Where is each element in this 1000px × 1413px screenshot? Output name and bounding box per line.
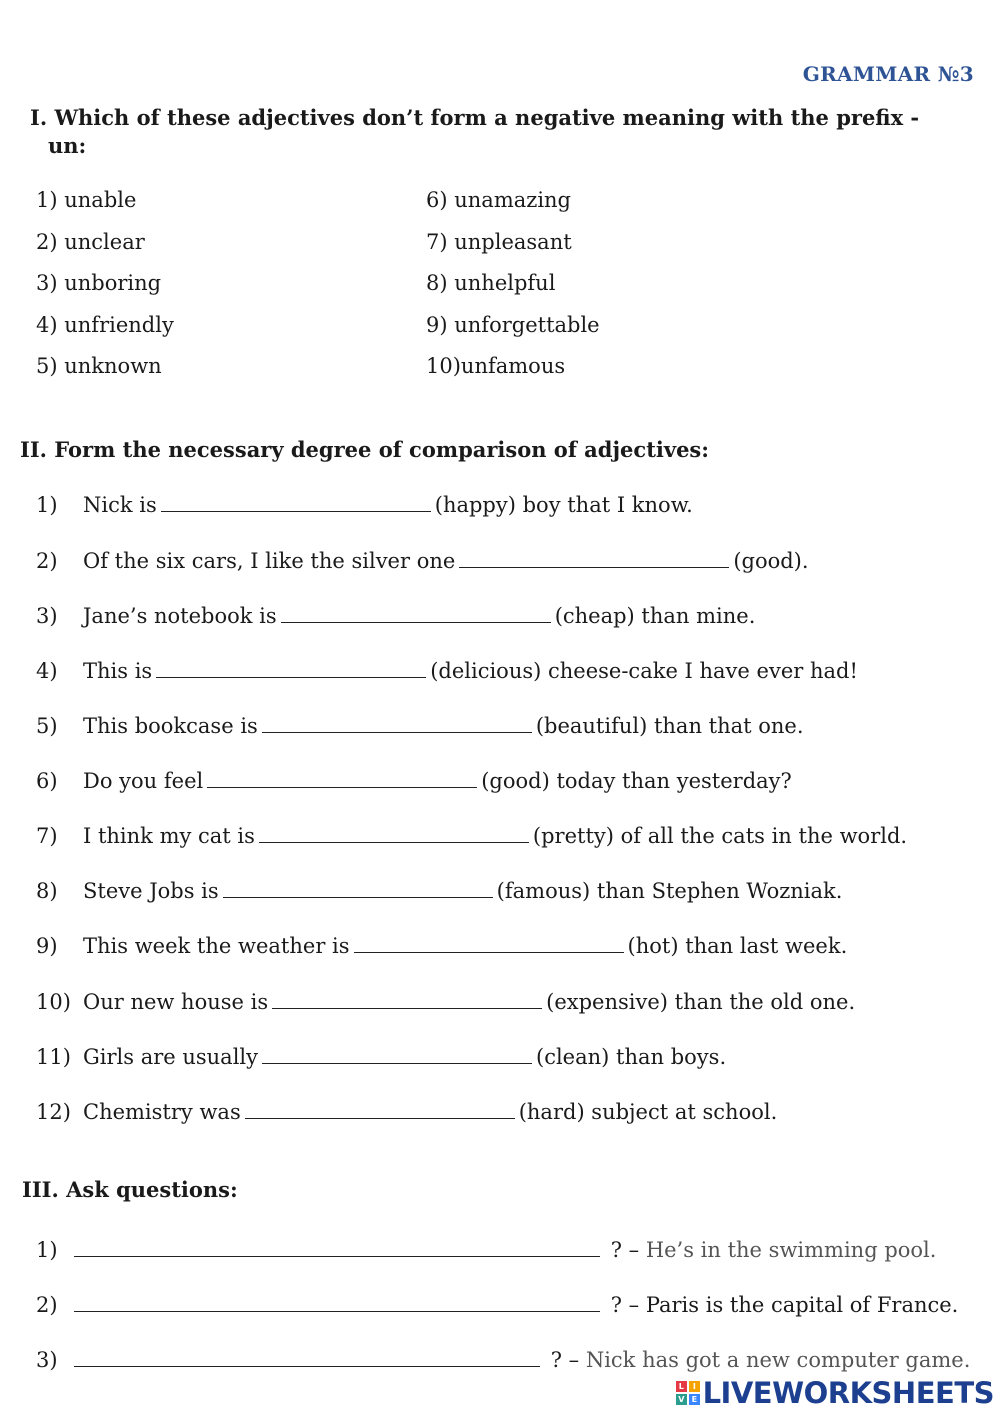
option-word: unfriendly [64, 313, 174, 337]
item-text-before: Steve Jobs is [83, 879, 219, 903]
item-text-after: (famous) than Stephen Wozniak. [496, 879, 843, 903]
question-mark: ? – [610, 1238, 640, 1262]
liveworksheets-logo [676, 1376, 994, 1410]
item-number: 8) [36, 879, 58, 903]
option-5 [36, 354, 162, 378]
question-blank[interactable] [74, 1346, 540, 1367]
item-number: 10) [36, 990, 71, 1014]
item-text-after: (good) today than yesterday? [481, 769, 792, 793]
option-number: 1) [36, 188, 58, 212]
answer-blank[interactable] [156, 657, 426, 678]
comparison-item-9 [36, 932, 847, 958]
item-text-before: This bookcase is [83, 714, 258, 738]
option-8 [426, 271, 555, 295]
comparison-item-12 [36, 1098, 777, 1124]
item-number: 4) [36, 659, 58, 683]
answer-blank[interactable] [459, 547, 729, 568]
section-2-heading: II. Form the necessary degree of comparison of adjectives: [20, 437, 710, 462]
item-number: 3) [36, 1348, 58, 1372]
option-3 [36, 271, 161, 295]
option-number: 9) [426, 313, 448, 337]
comparison-item-11 [36, 1043, 726, 1069]
answer-blank[interactable] [161, 491, 431, 512]
item-number: 3) [36, 604, 58, 628]
answer-blank[interactable] [272, 988, 542, 1009]
comparison-item-4 [36, 657, 858, 683]
item-text-before: Nick is [83, 493, 157, 517]
item-number: 5) [36, 714, 58, 738]
logo-mark-letter: V [676, 1394, 687, 1405]
item-text-before: This is [83, 659, 153, 683]
answer-blank[interactable] [259, 822, 529, 843]
comparison-item-1 [36, 491, 693, 517]
section-1-heading-line1: I. Which of these adjectives don’t form a negative meaning with the prefix - [30, 105, 920, 130]
item-text-after: (cheap) than mine. [554, 604, 756, 628]
option-word: unpleasant [454, 230, 572, 254]
option-7 [426, 230, 572, 254]
item-text-after: (beautiful) than that one. [535, 714, 804, 738]
item-text-before: I think my cat is [83, 824, 255, 848]
option-word: unclear [64, 230, 145, 254]
item-text-after: (hard) subject at school. [518, 1100, 778, 1124]
comparison-item-5 [36, 712, 804, 738]
answer-blank[interactable] [262, 712, 532, 733]
logo-text: LIVEWORKSHEETS [702, 1376, 994, 1410]
given-answer: Paris is the capital of France. [645, 1293, 959, 1317]
item-number: 7) [36, 824, 58, 848]
comparison-item-6 [36, 767, 792, 793]
item-text-after: (delicious) cheese-cake I have ever had! [430, 659, 858, 683]
item-number: 1) [36, 493, 58, 517]
option-1 [36, 188, 136, 212]
question-mark: ? – [550, 1348, 580, 1372]
section-1-heading [30, 104, 970, 160]
item-number: 11) [36, 1045, 71, 1069]
item-text-after: (happy) boy that I know. [434, 493, 693, 517]
item-number: 6) [36, 769, 58, 793]
item-text-before: Of the six cars, I like the silver one [83, 549, 456, 573]
given-answer: He’s in the swimming pool. [645, 1238, 937, 1262]
answer-blank[interactable] [262, 1043, 532, 1064]
option-number: 10) [426, 354, 461, 378]
option-number: 8) [426, 271, 448, 295]
answer-blank[interactable] [281, 602, 551, 623]
option-word: unable [64, 188, 137, 212]
option-word: unhelpful [454, 271, 556, 295]
comparison-item-8 [36, 877, 842, 903]
item-text-before: Our new house is [83, 990, 269, 1014]
question-blank[interactable] [74, 1291, 600, 1312]
item-number: 12) [36, 1100, 71, 1124]
item-text-before: Do you feel [83, 769, 204, 793]
option-word: unboring [64, 271, 162, 295]
option-word: unfamous [460, 354, 566, 378]
item-text-after: (clean) than boys. [536, 1045, 727, 1069]
option-word: unknown [64, 354, 162, 378]
section-3-heading: III. Ask questions: [22, 1177, 238, 1202]
section-1-heading-line2: un: [48, 133, 87, 158]
comparison-item-7 [36, 822, 907, 848]
logo-mark-letter: I [689, 1381, 700, 1392]
option-9 [426, 313, 600, 337]
answer-blank[interactable] [223, 877, 493, 898]
option-number: 5) [36, 354, 58, 378]
option-10 [426, 354, 565, 378]
comparison-item-2 [36, 547, 809, 573]
question-blank[interactable] [74, 1236, 600, 1257]
option-word: unamazing [454, 188, 572, 212]
question-item-2 [36, 1291, 958, 1317]
item-text-before: Girls are usually [83, 1045, 259, 1069]
option-word: unforgettable [454, 313, 600, 337]
option-number: 2) [36, 230, 58, 254]
option-number: 7) [426, 230, 448, 254]
item-text-before: This week the weather is [83, 934, 350, 958]
answer-blank[interactable] [207, 767, 477, 788]
option-number: 4) [36, 313, 58, 337]
item-number: 9) [36, 934, 58, 958]
item-text-after: (good). [733, 549, 809, 573]
option-number: 3) [36, 271, 58, 295]
item-text-before: Jane’s notebook is [83, 604, 277, 628]
comparison-item-10 [36, 988, 855, 1014]
option-number: 6) [426, 188, 448, 212]
logo-mark-icon [676, 1381, 700, 1405]
comparison-item-3 [36, 602, 755, 628]
question-item-3 [36, 1346, 970, 1372]
item-text-after: (pretty) of all the cats in the world. [532, 824, 908, 848]
option-2 [36, 230, 145, 254]
worksheet-title: GRAMMAR №3 [802, 62, 974, 86]
item-number: 2) [36, 549, 58, 573]
answer-blank[interactable] [354, 932, 624, 953]
item-text-after: (expensive) than the old one. [546, 990, 856, 1014]
question-item-1 [36, 1236, 936, 1262]
item-number: 2) [36, 1293, 58, 1317]
item-text-after: (hot) than last week. [627, 934, 848, 958]
item-text-before: Chemistry was [83, 1100, 241, 1124]
option-4 [36, 313, 174, 337]
answer-blank[interactable] [245, 1098, 515, 1119]
logo-mark-letter: L [676, 1381, 687, 1392]
option-6 [426, 188, 571, 212]
logo-mark-letter: E [689, 1394, 700, 1405]
item-number: 1) [36, 1238, 58, 1262]
given-answer: Nick has got a new computer game. [585, 1348, 971, 1372]
question-mark: ? – [610, 1293, 640, 1317]
